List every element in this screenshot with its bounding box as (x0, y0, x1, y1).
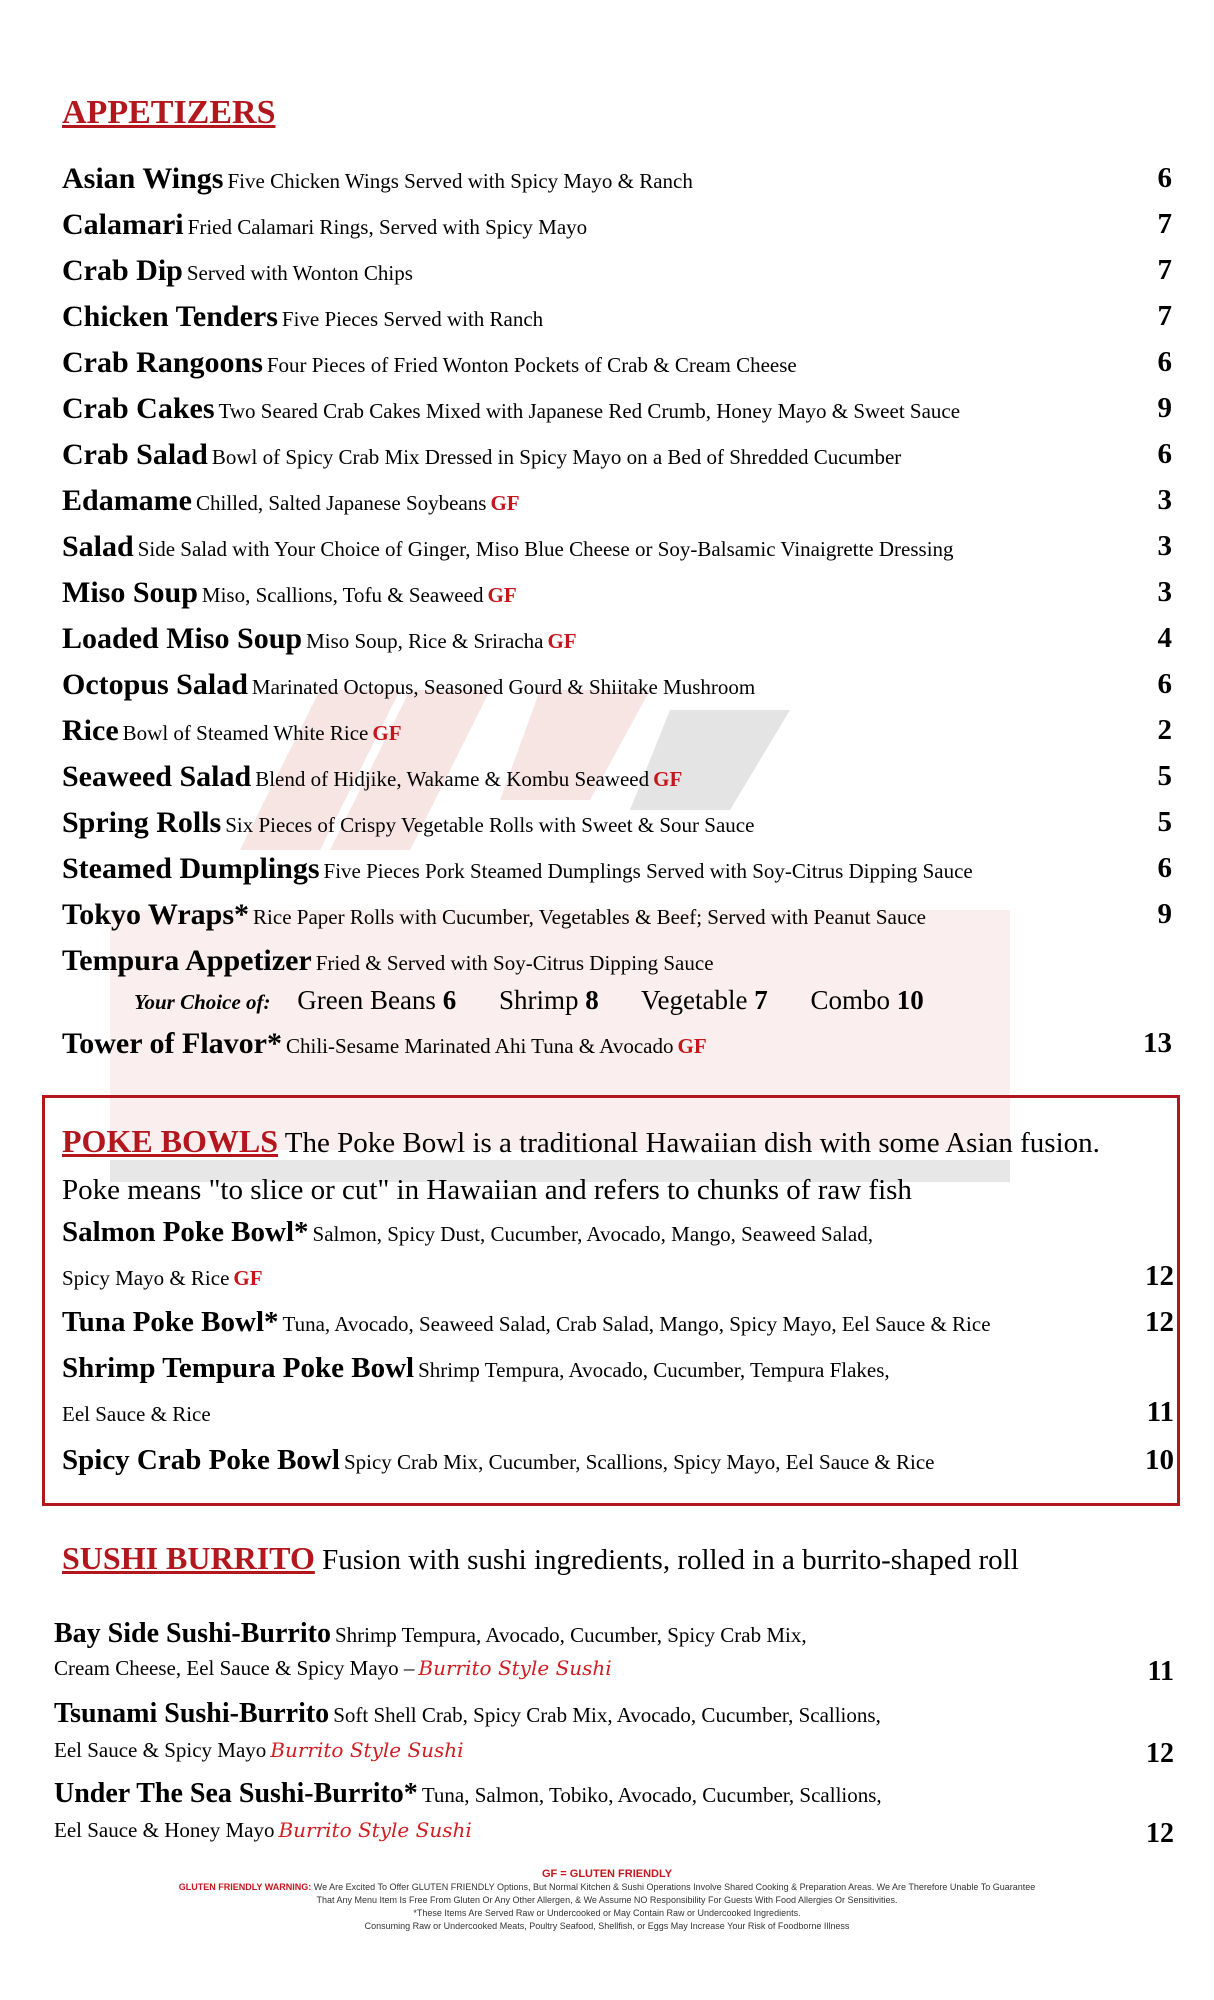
gluten-warning-text: We Are Excited To Offer GLUTEN FRIENDLY Options, But Normal Kitchen & Sushi Operations Involve Shared Cooking & Preparation Areas. We Are Therefore Unable To Guarantee (313, 1882, 1036, 1892)
appetizers-title: APPETIZERS (62, 94, 276, 131)
menu-item-under-the-sea-burrito (54, 1778, 1174, 1810)
item-price: 3 (1157, 530, 1172, 562)
gf-badge: GF (490, 491, 520, 515)
item-price: 10 (1145, 1444, 1174, 1476)
menu-item (62, 668, 1172, 712)
item-price: 6 (1157, 162, 1172, 194)
item-price: 6 (1157, 438, 1172, 470)
item-name: Tower of Flavor* (62, 1027, 282, 1060)
gf-badge: GF (372, 721, 402, 745)
item-price: 9 (1157, 392, 1172, 424)
item-name: Seaweed Salad (62, 760, 252, 793)
item-desc: Salmon, Spicy Dust, Cucumber, Avocado, Mango, Seaweed Salad, (312, 1222, 873, 1246)
item-name: Asian Wings (62, 162, 224, 195)
item-name: Salmon Poke Bowl* (62, 1216, 309, 1248)
item-desc: Two Seared Crab Cakes Mixed with Japanese Red Crumb, Honey Mayo & Sweet Sauce (218, 399, 961, 423)
item-name: Crab Rangoons (62, 346, 263, 379)
menu-item-tower-of-flavor (62, 1027, 1172, 1071)
item-price: 6 (1157, 668, 1172, 700)
item-name: Rice (62, 714, 119, 747)
menu-item-under-the-sea-burrito-cont (54, 1818, 1174, 1849)
item-desc-cont: Eel Sauce & Honey Mayo (54, 1818, 275, 1842)
gluten-warning-label: GLUTEN FRIENDLY WARNING: (178, 1882, 312, 1892)
item-price: 7 (1157, 208, 1172, 240)
item-desc: Chilled, Salted Japanese Soybeans (196, 491, 487, 515)
item-desc: Shrimp Tempura, Avocado, Cucumber, Tempura Flakes, (418, 1358, 890, 1382)
item-name: Calamari (62, 208, 184, 241)
item-name: Octopus Salad (62, 668, 248, 701)
gf-key: GF = GLUTEN FRIENDLY (541, 1868, 673, 1880)
menu-item (62, 254, 1172, 298)
item-name: Shrimp Tempura Poke Bowl (62, 1352, 415, 1384)
sushi-burrito-header (62, 1540, 1019, 1577)
item-name: Edamame (62, 484, 192, 517)
item-price: 6 (1157, 346, 1172, 378)
poke-bowls-title: POKE BOWLS (62, 1123, 279, 1159)
menu-item-shrimp-tempura-poke-cont (62, 1396, 1174, 1428)
item-name: Chicken Tenders (62, 300, 278, 333)
item-name: Tempura Appetizer (62, 944, 312, 977)
gluten-warning-text2: That Any Menu Item Is Free From Gluten Or Any Other Allergen, & We Assume NO Responsibility For Guests With Food Allergies Or Sensitivities. (316, 1895, 898, 1905)
menu-item-salmon-poke (62, 1216, 1174, 1249)
menu-item (62, 300, 1172, 344)
item-name: Crab Dip (62, 254, 183, 287)
item-desc: Tuna, Avocado, Seaweed Salad, Crab Salad, Mango, Spicy Mayo, Eel Sauce & Rice (282, 1312, 991, 1336)
item-price: 7 (1157, 300, 1172, 332)
menu-item (62, 944, 1172, 988)
item-name: Tokyo Wraps* (62, 898, 250, 931)
item-desc: Five Pieces Pork Steamed Dumplings Served with Soy-Citrus Dipping Sauce (323, 859, 973, 883)
item-name: Crab Salad (62, 438, 208, 471)
menu-item (62, 438, 1172, 482)
item-desc: Shrimp Tempura, Avocado, Cucumber, Spicy Crab Mix, (334, 1623, 807, 1647)
tempura-option-combo: Combo 10 (810, 985, 924, 1015)
item-desc: Blend of Hidjike, Wakame & Kombu Seaweed (255, 767, 650, 791)
item-desc: Bowl of Steamed White Rice (122, 721, 369, 745)
item-desc: Soft Shell Crab, Spicy Crab Mix, Avocado, Cucumber, Scallions, (333, 1703, 881, 1727)
item-price: 11 (1146, 1396, 1174, 1428)
burrito-style-tag: Burrito Style Sushi (270, 1738, 464, 1762)
menu-item-bay-side-burrito (54, 1618, 1174, 1650)
item-desc: Tuna, Salmon, Tobiko, Avocado, Cucumber, Scallions, (421, 1783, 882, 1807)
gf-badge: GF (487, 583, 517, 607)
item-price: 4 (1157, 622, 1172, 654)
menu-item-spicy-crab-poke (62, 1444, 1174, 1477)
menu-item-tsunami-burrito (54, 1698, 1174, 1730)
item-price: 7 (1157, 254, 1172, 286)
item-price: 13 (1143, 1027, 1172, 1059)
item-desc-cont: Eel Sauce & Rice (62, 1402, 211, 1426)
item-desc: Five Chicken Wings Served with Spicy Mayo & Ranch (227, 169, 693, 193)
menu-item (62, 852, 1172, 896)
menu-item-shrimp-tempura-poke (62, 1352, 1174, 1385)
item-price: 9 (1157, 898, 1172, 930)
tempura-option-shrimp: Shrimp 8 (498, 985, 599, 1015)
menu-item (62, 760, 1172, 804)
item-price: 5 (1157, 806, 1172, 838)
item-desc: Five Pieces Served with Ranch (281, 307, 544, 331)
item-price: 11 (1147, 1656, 1174, 1687)
item-desc: Marinated Octopus, Seasoned Gourd & Shiitake Mushroom (251, 675, 756, 699)
burrito-style-tag: Burrito Style Sushi (418, 1656, 612, 1680)
tempura-option-vegetable: Vegetable 7 (640, 985, 768, 1015)
menu-item (62, 392, 1172, 436)
menu-item (62, 576, 1172, 620)
item-price: 12 (1145, 1260, 1174, 1292)
tempura-choice (134, 985, 960, 1016)
menu-item (62, 530, 1172, 574)
item-price: 5 (1157, 760, 1172, 792)
item-desc-cont: Spicy Mayo & Rice (62, 1266, 230, 1290)
menu-item-salmon-poke-cont (62, 1260, 1174, 1292)
item-name: Tuna Poke Bowl* (62, 1306, 279, 1338)
item-desc: Chili-Sesame Marinated Ahi Tuna & Avocado (285, 1034, 674, 1058)
item-desc: Served with Wonton Chips (186, 261, 413, 285)
menu-item (62, 208, 1172, 252)
item-price: 2 (1157, 714, 1172, 746)
item-desc: Four Pieces of Fried Wonton Pockets of Crab & Cream Cheese (266, 353, 797, 377)
item-name: Crab Cakes (62, 392, 215, 425)
item-name: Under The Sea Sushi-Burrito* (54, 1778, 418, 1809)
item-desc: Fried & Served with Soy-Citrus Dipping Sauce (315, 951, 714, 975)
item-name: Tsunami Sushi-Burrito (54, 1698, 330, 1729)
sushi-burrito-intro: Fusion with sushi ingredients, rolled in a burrito-shaped roll (322, 1544, 1019, 1576)
item-desc: Bowl of Spicy Crab Mix Dressed in Spicy Mayo on a Bed of Shredded Cucumber (211, 445, 902, 469)
item-name: Bay Side Sushi-Burrito (54, 1618, 331, 1649)
item-name: Loaded Miso Soup (62, 622, 303, 655)
item-name: Spicy Crab Poke Bowl (62, 1444, 340, 1476)
item-price: 12 (1145, 1306, 1174, 1338)
item-name: Miso Soup (62, 576, 198, 609)
item-desc-cont: Cream Cheese, Eel Sauce & Spicy Mayo – (54, 1656, 415, 1680)
menu-item (62, 346, 1172, 390)
item-desc: Fried Calamari Rings, Served with Spicy Mayo (187, 215, 588, 239)
gf-badge: GF (547, 629, 577, 653)
item-desc: Rice Paper Rolls with Cucumber, Vegetables & Beef; Served with Peanut Sauce (253, 905, 926, 929)
menu-item (62, 714, 1172, 758)
menu-item-bay-side-burrito-cont (54, 1656, 1174, 1687)
gf-badge: GF (653, 767, 683, 791)
menu-item (62, 622, 1172, 666)
sushi-burrito-title: SUSHI BURRITO (62, 1540, 315, 1576)
poke-bowls-intro: The Poke Bowl is a traditional Hawaiian dish with some Asian fusion. Poke means "to slice or cut" in Hawaiian and refers to chunks of raw fish (62, 1127, 1100, 1206)
item-desc-cont: Eel Sauce & Spicy Mayo (54, 1738, 267, 1762)
gf-badge: GF (677, 1034, 707, 1058)
item-desc: Miso Soup, Rice & Sriracha (306, 629, 544, 653)
item-price: 12 (1146, 1818, 1174, 1849)
item-name: Steamed Dumplings (62, 852, 320, 885)
item-desc: Side Salad with Your Choice of Ginger, Miso Blue Cheese or Soy-Balsamic Vinaigrette Dressing (137, 537, 954, 561)
item-price: 3 (1157, 576, 1172, 608)
item-price: 12 (1146, 1738, 1174, 1769)
raw-note: *These Items Are Served Raw or Undercooked or May Contain Raw or Undercooked Ingredients. (413, 1908, 801, 1918)
gluten-warning (0, 1881, 1214, 1894)
item-name: Salad (62, 530, 134, 563)
menu-item (62, 898, 1172, 942)
raw-warning: Consuming Raw or Undercooked Meats, Poultry Seafood, Shellfish, or Eggs May Increase Your Risk of Foodborne Illness (364, 1921, 850, 1931)
item-price: 3 (1157, 484, 1172, 516)
menu-item-tuna-poke (62, 1306, 1174, 1339)
menu-item (62, 484, 1172, 528)
poke-bowls-header (62, 1118, 1142, 1214)
menu-item (62, 162, 1172, 206)
menu-item-tsunami-burrito-cont (54, 1738, 1174, 1769)
item-desc: Spicy Crab Mix, Cucumber, Scallions, Spicy Mayo, Eel Sauce & Rice (343, 1450, 935, 1474)
tempura-choice-label: Your Choice of: (134, 990, 271, 1014)
item-price: 6 (1157, 852, 1172, 884)
menu-item (62, 806, 1172, 850)
tempura-option-green-beans: Green Beans 6 (297, 985, 457, 1015)
item-name: Spring Rolls (62, 806, 222, 839)
burrito-style-tag: Burrito Style Sushi (278, 1818, 472, 1842)
item-desc: Six Pieces of Crispy Vegetable Rolls with Sweet & Sour Sauce (225, 813, 755, 837)
item-desc: Miso, Scallions, Tofu & Seaweed (201, 583, 484, 607)
allergen-footer (0, 1868, 1214, 1933)
gf-badge: GF (233, 1266, 263, 1290)
